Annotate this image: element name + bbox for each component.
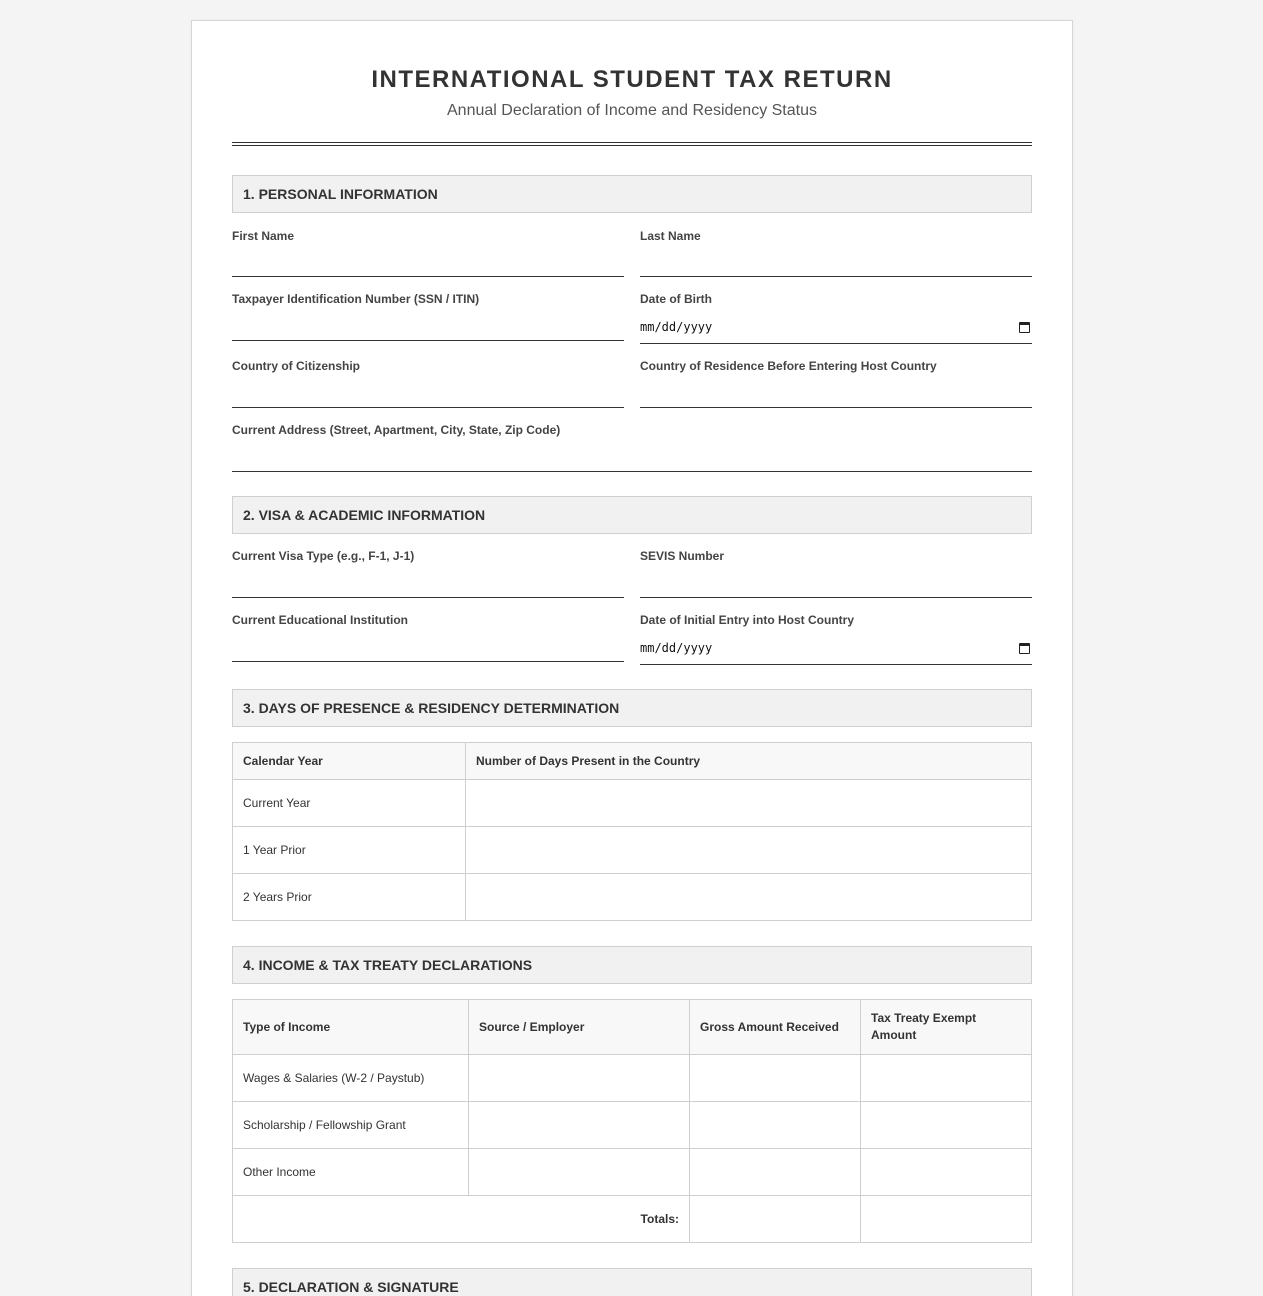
calendar-icon[interactable] bbox=[1019, 643, 1030, 654]
totals-label: Totals: bbox=[233, 1196, 690, 1243]
sevis-input[interactable] bbox=[640, 597, 1032, 598]
sevis-field[interactable] bbox=[640, 549, 1032, 598]
exempt-amount-input-cell[interactable] bbox=[861, 1055, 1032, 1102]
visa-type-label: Current Visa Type (e.g., F-1, J-1) bbox=[232, 549, 415, 563]
address-field[interactable] bbox=[232, 423, 1032, 472]
prior-residence-field[interactable] bbox=[640, 359, 1032, 408]
gross-total-cell[interactable] bbox=[690, 1196, 861, 1243]
visa-type-field[interactable] bbox=[232, 549, 624, 598]
gross-amount-input-cell[interactable] bbox=[690, 1102, 861, 1149]
table-row bbox=[233, 827, 1032, 874]
section-declaration-heading: 5. DECLARATION & SIGNATURE bbox=[232, 1268, 1032, 1296]
table-row bbox=[233, 1055, 1032, 1102]
calendar-icon[interactable] bbox=[1019, 322, 1030, 333]
column-header: Calendar Year bbox=[233, 743, 466, 780]
row-label: Wages & Salaries (W-2 / Paystub) bbox=[233, 1055, 469, 1102]
first-name-input[interactable] bbox=[232, 276, 624, 277]
last-name-input[interactable] bbox=[640, 276, 1032, 277]
prior-residence-input[interactable] bbox=[640, 407, 1032, 408]
entry-date-input[interactable]: mm/dd/yyyy bbox=[640, 641, 713, 655]
table-row bbox=[233, 1149, 1032, 1196]
last-name-label: Last Name bbox=[640, 229, 701, 243]
row-label: Other Income bbox=[233, 1149, 469, 1196]
tin-label: Taxpayer Identification Number (SSN / ITIN) bbox=[232, 292, 480, 306]
tin-field[interactable] bbox=[232, 292, 624, 341]
dob-field[interactable] bbox=[640, 292, 1032, 344]
row-label: Scholarship / Fellowship Grant bbox=[233, 1102, 469, 1149]
column-header: Source / Employer bbox=[469, 1000, 690, 1055]
citizenship-field[interactable] bbox=[232, 359, 624, 408]
section-personal-heading: 1. PERSONAL INFORMATION bbox=[232, 175, 1032, 213]
column-header: Tax Treaty Exempt Amount bbox=[861, 1000, 1032, 1055]
column-header: Type of Income bbox=[233, 1000, 469, 1055]
last-name-field[interactable] bbox=[640, 229, 1032, 277]
table-header-row bbox=[233, 743, 1032, 780]
exempt-amount-input-cell[interactable] bbox=[861, 1102, 1032, 1149]
exempt-total-cell[interactable] bbox=[861, 1196, 1032, 1243]
entry-date-field[interactable] bbox=[640, 613, 1032, 665]
form-subtitle: Annual Declaration of Income and Residency Status bbox=[447, 102, 817, 119]
citizenship-label: Country of Citizenship bbox=[232, 359, 360, 373]
source-input-cell[interactable] bbox=[469, 1149, 690, 1196]
days-input-cell[interactable] bbox=[466, 874, 1032, 921]
source-input-cell[interactable] bbox=[469, 1102, 690, 1149]
table-header-row bbox=[233, 1000, 1032, 1055]
sevis-label: SEVIS Number bbox=[640, 549, 725, 563]
institution-input[interactable] bbox=[232, 661, 624, 662]
exempt-amount-input-cell[interactable] bbox=[861, 1149, 1032, 1196]
dob-underline bbox=[640, 343, 1032, 344]
prior-residence-label: Country of Residence Before Entering Host Country bbox=[640, 359, 937, 373]
dob-input[interactable]: mm/dd/yyyy bbox=[640, 320, 713, 334]
income-table bbox=[232, 999, 1032, 1243]
form-page bbox=[191, 20, 1073, 1296]
gross-amount-input-cell[interactable] bbox=[690, 1149, 861, 1196]
tin-input[interactable] bbox=[232, 340, 624, 341]
row-label: 2 Years Prior bbox=[233, 874, 466, 921]
source-input-cell[interactable] bbox=[469, 1055, 690, 1102]
days-table bbox=[232, 742, 1032, 921]
table-row bbox=[233, 1102, 1032, 1149]
dob-label: Date of Birth bbox=[640, 292, 712, 306]
section-visa-heading: 2. VISA & ACADEMIC INFORMATION bbox=[232, 496, 1032, 534]
institution-label: Current Educational Institution bbox=[232, 613, 408, 627]
first-name-field[interactable] bbox=[232, 229, 624, 277]
row-label: 1 Year Prior bbox=[233, 827, 466, 874]
first-name-label: First Name bbox=[232, 229, 295, 243]
citizenship-input[interactable] bbox=[232, 407, 624, 408]
entry-date-underline bbox=[640, 664, 1032, 665]
institution-field[interactable] bbox=[232, 613, 624, 662]
row-label: Current Year bbox=[233, 780, 466, 827]
section-income-heading: 4. INCOME & TAX TREATY DECLARATIONS bbox=[232, 946, 1032, 984]
address-input[interactable] bbox=[232, 471, 1032, 472]
header-divider bbox=[232, 142, 1032, 146]
column-header: Gross Amount Received bbox=[690, 1000, 861, 1055]
days-input-cell[interactable] bbox=[466, 780, 1032, 827]
section-days-heading: 3. DAYS OF PRESENCE & RESIDENCY DETERMINATION bbox=[232, 689, 1032, 727]
days-input-cell[interactable] bbox=[466, 827, 1032, 874]
table-row bbox=[233, 874, 1032, 921]
visa-type-input[interactable] bbox=[232, 597, 624, 598]
gross-amount-input-cell[interactable] bbox=[690, 1055, 861, 1102]
table-row bbox=[233, 780, 1032, 827]
form-title: INTERNATIONAL STUDENT TAX RETURN bbox=[371, 66, 893, 93]
totals-row bbox=[233, 1196, 1032, 1243]
column-header: Number of Days Present in the Country bbox=[466, 743, 1032, 780]
entry-date-label: Date of Initial Entry into Host Country bbox=[640, 613, 855, 627]
address-label: Current Address (Street, Apartment, City, State, Zip Code) bbox=[232, 423, 561, 437]
